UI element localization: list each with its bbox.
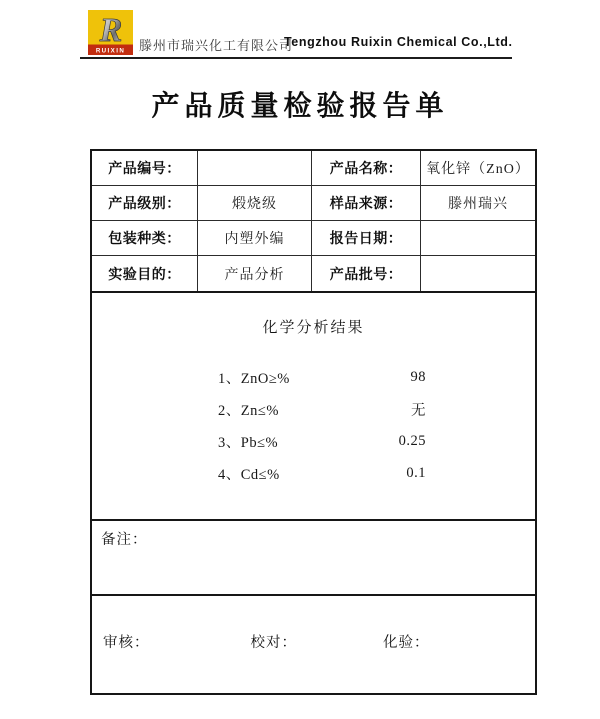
- remarks-label: 备注：: [101, 532, 148, 548]
- page-title: 产品质量检验报告单: [151, 90, 449, 121]
- analysis-label: 2、Zn≤%: [218, 402, 279, 419]
- field-value-sample-source: 滕州瑞兴: [421, 186, 535, 221]
- field-label-product-no: 产品编号：: [92, 151, 198, 186]
- analysis-value: 0.1: [406, 464, 426, 481]
- analysis-value: 0.25: [398, 432, 426, 449]
- analysis-row-zno: [218, 361, 426, 393]
- field-label-sample-source: 样品来源：: [312, 186, 421, 221]
- remarks-section: [92, 519, 535, 594]
- field-label-batch-no: 产品批号：: [312, 256, 421, 291]
- analysis-row-pb: [218, 425, 426, 457]
- field-value-product-grade: 煅烧级: [198, 186, 312, 221]
- analysis-items: [218, 361, 426, 489]
- ruixin-logo-icon: [88, 10, 133, 55]
- analysis-section: [92, 291, 535, 519]
- field-value-product-name: 氧化锌（ZnO）: [421, 151, 535, 186]
- logo-letter-r: R: [99, 12, 123, 49]
- info-grid: [92, 151, 535, 291]
- analysis-row-cd: [218, 457, 426, 489]
- company-name-chinese: 滕州市瑞兴化工有限公司: [139, 38, 294, 53]
- field-label-report-date: 报告日期：: [312, 221, 421, 256]
- header-divider: [80, 57, 512, 59]
- analysis-heading: 化学分析结果: [262, 320, 365, 336]
- analysis-value: 无: [411, 402, 426, 419]
- field-label-package-type: 包装种类：: [92, 221, 198, 256]
- analysis-row-zn: [218, 393, 426, 425]
- report-table: [90, 149, 537, 695]
- field-value-package-type: 内塑外编: [198, 221, 312, 256]
- ruixin-logo: [88, 10, 133, 55]
- field-value-test-purpose: 产品分析: [198, 256, 312, 291]
- analysis-label: 1、ZnO≥%: [218, 370, 290, 387]
- field-value-product-no: [198, 151, 312, 186]
- field-value-report-date: [421, 221, 535, 256]
- signoff-review-label: 审核：: [103, 635, 150, 651]
- analysis-label: 3、Pb≤%: [218, 434, 279, 451]
- signoff-test-label: 化验：: [383, 635, 430, 651]
- analysis-value: 98: [410, 368, 426, 385]
- field-value-batch-no: [421, 256, 535, 291]
- analysis-label: 4、Cd≤%: [218, 466, 280, 483]
- logo-brand-text: RUIXIN: [95, 47, 126, 55]
- signoff-section: [92, 594, 535, 687]
- company-name-english: Tengzhou Ruixin Chemical Co.,Ltd.: [284, 35, 513, 49]
- field-label-test-purpose: 实验目的：: [92, 256, 198, 291]
- field-label-product-name: 产品名称：: [312, 151, 421, 186]
- field-label-product-grade: 产品级别：: [92, 186, 198, 221]
- signoff-proofread-label: 校对：: [250, 635, 297, 651]
